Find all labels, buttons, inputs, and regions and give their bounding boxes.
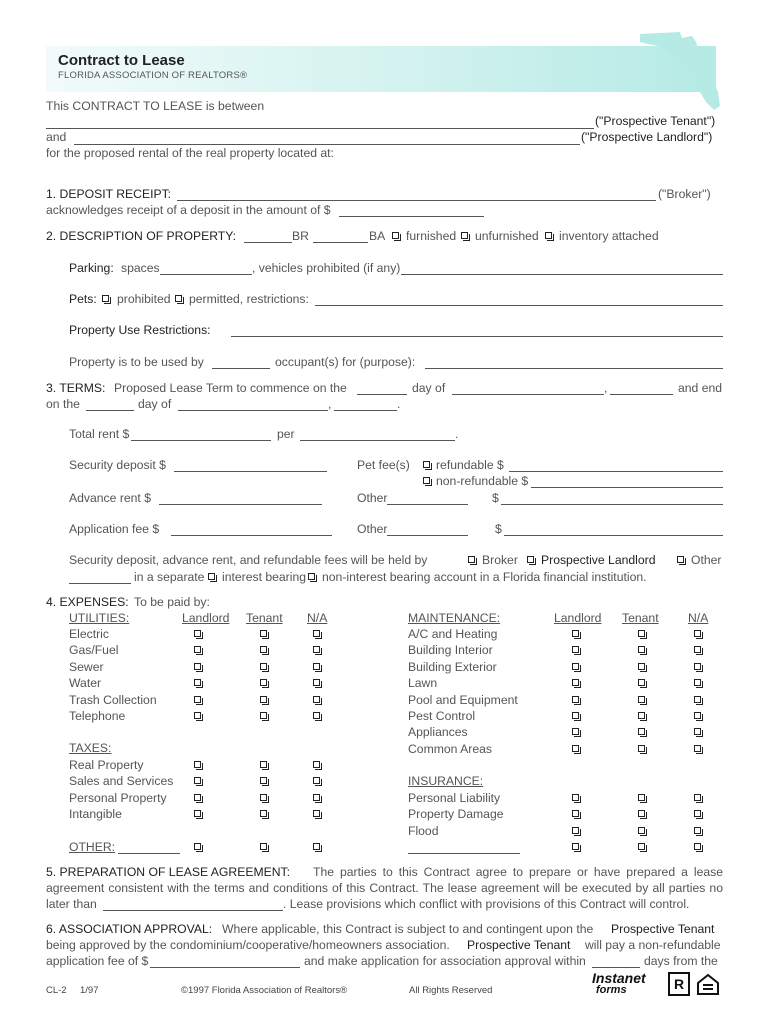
other-expense-label: OTHER: bbox=[69, 840, 116, 854]
s6-days-from: days from the bbox=[644, 954, 718, 968]
insurance-2-landlord-checkbox[interactable] bbox=[572, 827, 579, 834]
intro-rental: for the proposed rental of the real property located at: bbox=[46, 146, 334, 160]
s6-application-fee: application fee of $ bbox=[46, 954, 149, 968]
tax-1-na-checkbox[interactable] bbox=[313, 777, 320, 784]
application-fee-label: Application fee $ bbox=[69, 522, 160, 536]
utility-0-na-checkbox[interactable] bbox=[313, 630, 320, 637]
maintenance-label-2: Building Exterior bbox=[408, 659, 497, 674]
insurance-label-0: Personal Liability bbox=[408, 791, 501, 805]
tax-3-na-checkbox[interactable] bbox=[313, 810, 320, 817]
s6-line2-text: being approved by the condominium/cooperative/homeowners association. bbox=[46, 938, 450, 952]
deposit-text: acknowledges receipt of a deposit in the amount of $ bbox=[46, 203, 331, 217]
insurance-1-na-checkbox[interactable] bbox=[694, 810, 701, 817]
utility-label-2: Sewer bbox=[69, 659, 104, 674]
intro-and: and bbox=[46, 130, 67, 144]
other-maintenance-tenant-checkbox[interactable] bbox=[638, 843, 645, 850]
maintenance-6-tenant-checkbox[interactable] bbox=[638, 728, 645, 735]
tenant-name-field[interactable] bbox=[46, 128, 594, 129]
held-broker-checkbox[interactable] bbox=[468, 556, 475, 563]
insurance-0-tenant-checkbox[interactable] bbox=[638, 794, 645, 801]
form-date: 1/97 bbox=[80, 985, 99, 996]
advance-rent-field[interactable] bbox=[159, 504, 322, 505]
total-rent-label: Total rent $ bbox=[69, 427, 130, 441]
other-1-amount-field[interactable] bbox=[501, 504, 723, 505]
maintenance-label-3: Lawn bbox=[408, 676, 438, 691]
inventory-label: inventory attached bbox=[559, 229, 659, 243]
utility-3-na-checkbox[interactable] bbox=[313, 679, 320, 686]
maintenance-label-6: Appliances bbox=[408, 725, 468, 740]
parking-label: Parking: bbox=[69, 261, 114, 275]
s6-prospective-tenant-2: Prospective Tenant bbox=[467, 938, 571, 952]
security-deposit-label: Security deposit $ bbox=[69, 458, 166, 472]
realtor-logo: R bbox=[668, 972, 690, 996]
lease-provisions-text: . Lease provisions which conflict with provisions of this Contract will control. bbox=[283, 897, 690, 911]
later-than-label: later than bbox=[46, 897, 97, 911]
insurance-0-landlord-checkbox[interactable] bbox=[572, 794, 579, 801]
page-title: Contract to Lease bbox=[58, 52, 185, 69]
association-days-field[interactable] bbox=[592, 967, 640, 968]
tax-2-tenant-checkbox[interactable] bbox=[260, 794, 267, 801]
right-col-landlord: Landlord bbox=[554, 611, 602, 625]
insurance-label-1: Property Damage bbox=[408, 807, 504, 822]
maintenance-6-landlord-checkbox[interactable] bbox=[572, 728, 579, 735]
other-landlord-checkbox[interactable] bbox=[194, 843, 201, 850]
start-day-field[interactable] bbox=[357, 394, 407, 395]
utilities-header: UTILITIES: bbox=[69, 611, 130, 625]
maintenance-label-1: Building Interior bbox=[408, 643, 493, 658]
start-year-field[interactable] bbox=[610, 394, 673, 395]
end-month-field[interactable] bbox=[178, 410, 328, 411]
section-1-heading: 1. DEPOSIT RECEIPT: bbox=[46, 187, 172, 201]
utility-3-tenant-checkbox[interactable] bbox=[260, 679, 267, 686]
other-1-label: Other bbox=[357, 491, 388, 505]
utility-2-landlord-checkbox[interactable] bbox=[194, 663, 201, 670]
utility-0-landlord-checkbox[interactable] bbox=[194, 630, 201, 637]
pets-prohibited-label: prohibited bbox=[117, 292, 171, 306]
maintenance-2-tenant-checkbox[interactable] bbox=[638, 663, 645, 670]
separate-label: in a separate bbox=[134, 570, 205, 584]
maintenance-7-tenant-checkbox[interactable] bbox=[638, 745, 645, 752]
utility-1-na-checkbox[interactable] bbox=[313, 646, 320, 653]
copyright: ©1997 Florida Association of Realtors® bbox=[181, 985, 348, 996]
insurance-2-tenant-checkbox[interactable] bbox=[638, 827, 645, 834]
maintenance-6-na-checkbox[interactable] bbox=[694, 728, 701, 735]
tax-2-na-checkbox[interactable] bbox=[313, 794, 320, 801]
furnished-label: furnished bbox=[406, 229, 457, 243]
advance-rent-label: Advance rent $ bbox=[69, 491, 151, 505]
other-1-field[interactable] bbox=[387, 504, 468, 505]
equal-housing-icon bbox=[696, 972, 720, 996]
tax-1-tenant-checkbox[interactable] bbox=[260, 777, 267, 784]
taxes-header: TAXES: bbox=[69, 741, 112, 755]
left-col-landlord: Landlord bbox=[182, 611, 230, 625]
utility-4-na-checkbox[interactable] bbox=[313, 696, 320, 703]
insurance-label-2: Flood bbox=[408, 823, 439, 838]
page-subtitle: FLORIDA ASSOCIATION OF REALTORS® bbox=[58, 70, 248, 81]
per-label: per bbox=[277, 427, 295, 441]
utility-5-na-checkbox[interactable] bbox=[313, 712, 320, 719]
bathrooms-field[interactable] bbox=[313, 242, 368, 243]
held-broker-label: Broker bbox=[482, 553, 518, 567]
deposit-amount-field[interactable] bbox=[339, 216, 484, 217]
parking-vehicles-label: , vehicles prohibited (if any) bbox=[252, 261, 401, 275]
non-interest-bearing-checkbox[interactable] bbox=[308, 573, 315, 580]
parking-spaces-field[interactable] bbox=[160, 274, 252, 275]
terms-on-the: on the bbox=[46, 397, 80, 411]
utility-1-landlord-checkbox[interactable] bbox=[194, 646, 201, 653]
tax-label-2: Personal Property bbox=[69, 790, 167, 805]
maintenance-label-4: Pool and Equipment bbox=[408, 692, 518, 707]
maintenance-5-na-checkbox[interactable] bbox=[694, 712, 701, 719]
utility-label-3: Water bbox=[69, 676, 102, 691]
furnished-checkbox[interactable] bbox=[392, 232, 399, 239]
maintenance-7-landlord-checkbox[interactable] bbox=[572, 745, 579, 752]
maintenance-1-landlord-checkbox[interactable] bbox=[572, 646, 579, 653]
landlord-name-field[interactable] bbox=[74, 144, 580, 145]
maintenance-3-tenant-checkbox[interactable] bbox=[638, 679, 645, 686]
section-5-line-1: The parties to this Contract agree to prepare or have prepared a lease bbox=[313, 865, 723, 879]
pets-permitted-label: permitted, restrictions: bbox=[189, 292, 309, 306]
non-refundable-label: non-refundable $ bbox=[436, 474, 529, 488]
refundable-amount-field[interactable] bbox=[509, 471, 723, 472]
other-maintenance-field[interactable] bbox=[408, 853, 520, 854]
bedrooms-field[interactable] bbox=[244, 242, 292, 243]
section-5-heading: 5. PREPARATION OF LEASE AGREEMENT: bbox=[46, 865, 291, 879]
intro-between: This CONTRACT TO LEASE is between bbox=[46, 99, 265, 113]
other-1-dollar: $ bbox=[492, 491, 499, 505]
tax-3-landlord-checkbox[interactable] bbox=[194, 810, 201, 817]
tax-2-landlord-checkbox[interactable] bbox=[194, 794, 201, 801]
application-fee-field[interactable] bbox=[171, 535, 332, 536]
rent-period-field[interactable] bbox=[300, 440, 455, 441]
occupants-count-field[interactable] bbox=[212, 368, 270, 369]
inventory-checkbox[interactable] bbox=[545, 232, 552, 239]
maintenance-label-7: Common Areas bbox=[408, 741, 492, 756]
interest-bearing-label: interest bearing bbox=[222, 570, 307, 584]
maintenance-7-na-checkbox[interactable] bbox=[694, 745, 701, 752]
use-restrictions-label: Property Use Restrictions: bbox=[69, 323, 211, 337]
form-code: CL-2 bbox=[46, 985, 67, 996]
maintenance-2-landlord-checkbox[interactable] bbox=[572, 663, 579, 670]
unfurnished-label: unfurnished bbox=[475, 229, 539, 243]
security-deposit-field[interactable] bbox=[174, 471, 327, 472]
maintenance-0-na-checkbox[interactable] bbox=[694, 630, 701, 637]
held-by-text: Security deposit, advance rent, and refundable fees will be held by bbox=[69, 553, 428, 567]
parking-spaces-label: spaces bbox=[121, 261, 160, 275]
vehicles-prohibited-field[interactable] bbox=[401, 274, 723, 275]
pets-permitted-checkbox[interactable] bbox=[175, 295, 182, 302]
terms-day-of: day of bbox=[412, 381, 446, 395]
refundable-label: refundable $ bbox=[436, 458, 504, 472]
tax-label-1: Sales and Services bbox=[69, 774, 174, 789]
section-3-heading: 3. TERMS: bbox=[46, 381, 106, 395]
utility-3-landlord-checkbox[interactable] bbox=[194, 679, 201, 686]
maintenance-4-tenant-checkbox[interactable] bbox=[638, 696, 645, 703]
s6-line2-end: will pay a non-refundable bbox=[585, 938, 721, 952]
instanet-forms-logo: Instanet forms bbox=[592, 970, 646, 996]
insurance-2-na-checkbox[interactable] bbox=[694, 827, 701, 834]
other-2-label: Other bbox=[357, 522, 388, 536]
other-tenant-checkbox[interactable] bbox=[260, 843, 267, 850]
purpose-field[interactable] bbox=[425, 368, 723, 369]
maintenance-2-na-checkbox[interactable] bbox=[694, 663, 701, 670]
other-2-field[interactable] bbox=[387, 535, 468, 536]
unfurnished-checkbox[interactable] bbox=[461, 232, 468, 239]
maintenance-3-na-checkbox[interactable] bbox=[694, 679, 701, 686]
utility-0-tenant-checkbox[interactable] bbox=[260, 630, 267, 637]
maintenance-4-na-checkbox[interactable] bbox=[694, 696, 701, 703]
other-2-dollar: $ bbox=[495, 522, 502, 536]
ba-label: BA bbox=[369, 229, 386, 243]
utility-1-tenant-checkbox[interactable] bbox=[260, 646, 267, 653]
utility-2-na-checkbox[interactable] bbox=[313, 663, 320, 670]
pet-fees-label: Pet fee(s) bbox=[357, 458, 410, 472]
pet-fee-refundable-checkbox[interactable] bbox=[423, 461, 430, 468]
maintenance-5-landlord-checkbox[interactable] bbox=[572, 712, 579, 719]
maintenance-label-0: A/C and Heating bbox=[408, 627, 498, 641]
utility-2-tenant-checkbox[interactable] bbox=[260, 663, 267, 670]
all-rights: All Rights Reserved bbox=[409, 985, 493, 996]
left-col-tenant: Tenant bbox=[246, 611, 283, 625]
association-fee-field[interactable] bbox=[150, 967, 300, 968]
s6-within: and make application for association approval within bbox=[304, 954, 586, 968]
utility-4-tenant-checkbox[interactable] bbox=[260, 696, 267, 703]
s6-line1-text: Where applicable, this Contract is subject to and contingent upon the bbox=[222, 922, 594, 936]
interest-bearing-checkbox[interactable] bbox=[208, 573, 215, 580]
tax-0-landlord-checkbox[interactable] bbox=[194, 761, 201, 768]
pet-fee-nonrefundable-checkbox[interactable] bbox=[423, 477, 430, 484]
held-landlord-label: Prospective Landlord bbox=[541, 553, 656, 567]
section-5-line-2: agreement consistent with the terms and conditions of this Contract. The lease agreement will be executed by all parties no bbox=[46, 881, 723, 895]
non-interest-label: non-interest bearing account in a Florida financial institution. bbox=[322, 570, 647, 584]
utility-label-5: Telephone bbox=[69, 709, 126, 723]
maintenance-3-landlord-checkbox[interactable] bbox=[572, 679, 579, 686]
paid-by-label: To be paid by: bbox=[134, 595, 210, 609]
utility-4-landlord-checkbox[interactable] bbox=[194, 696, 201, 703]
insurance-1-tenant-checkbox[interactable] bbox=[638, 810, 645, 817]
lease-deadline-field[interactable] bbox=[103, 910, 283, 911]
tax-1-landlord-checkbox[interactable] bbox=[194, 777, 201, 784]
broker-label: ("Broker") bbox=[658, 187, 711, 201]
tax-0-na-checkbox[interactable] bbox=[313, 761, 320, 768]
utility-label-1: Gas/Fuel bbox=[69, 643, 119, 658]
pets-label: Pets: bbox=[69, 292, 97, 306]
section-2-heading: 2. DESCRIPTION OF PROPERTY: bbox=[46, 229, 237, 243]
maintenance-1-na-checkbox[interactable] bbox=[694, 646, 701, 653]
tax-3-tenant-checkbox[interactable] bbox=[260, 810, 267, 817]
use-restrictions-field[interactable] bbox=[231, 336, 723, 337]
held-other-label: Other bbox=[691, 553, 722, 567]
maintenance-0-tenant-checkbox[interactable] bbox=[638, 630, 645, 637]
other-maintenance-na-checkbox[interactable] bbox=[694, 843, 701, 850]
utility-5-landlord-checkbox[interactable] bbox=[194, 712, 201, 719]
pet-restrictions-field[interactable] bbox=[315, 305, 723, 306]
right-col-na: N/A bbox=[688, 611, 709, 625]
maintenance-4-landlord-checkbox[interactable] bbox=[572, 696, 579, 703]
held-landlord-checkbox[interactable] bbox=[527, 556, 534, 563]
non-refundable-amount-field[interactable] bbox=[531, 487, 723, 488]
start-month-field[interactable] bbox=[452, 394, 604, 395]
other-2-amount-field[interactable] bbox=[504, 535, 723, 536]
maintenance-header: MAINTENANCE: bbox=[408, 611, 501, 625]
section-6-heading: 6. ASSOCIATION APPROVAL: bbox=[46, 922, 213, 936]
occupants-label: occupant(s) for (purpose): bbox=[275, 355, 416, 369]
landlord-label: ("Prospective Landlord") bbox=[581, 130, 713, 144]
left-col-na: N/A bbox=[307, 611, 328, 625]
br-label: BR bbox=[292, 229, 309, 243]
end-day-field[interactable] bbox=[86, 410, 134, 411]
insurance-0-na-checkbox[interactable] bbox=[694, 794, 701, 801]
maintenance-label-5: Pest Control bbox=[408, 709, 476, 723]
held-other-checkbox[interactable] bbox=[677, 556, 684, 563]
utility-5-tenant-checkbox[interactable] bbox=[260, 712, 267, 719]
tax-label-0: Real Property bbox=[69, 758, 144, 772]
maintenance-5-tenant-checkbox[interactable] bbox=[638, 712, 645, 719]
tax-0-tenant-checkbox[interactable] bbox=[260, 761, 267, 768]
florida-map-icon bbox=[636, 30, 722, 112]
total-rent-field[interactable] bbox=[131, 440, 271, 441]
other-maintenance-landlord-checkbox[interactable] bbox=[572, 843, 579, 850]
right-col-tenant: Tenant bbox=[622, 611, 659, 625]
used-by-label: Property is to be used by bbox=[69, 355, 204, 369]
terms-day-of-2: day of bbox=[138, 397, 172, 411]
utility-label-0: Electric bbox=[69, 627, 109, 641]
tenant-label: ("Prospective Tenant") bbox=[595, 114, 716, 128]
tax-label-3: Intangible bbox=[69, 807, 122, 822]
end-year-field[interactable] bbox=[334, 410, 397, 411]
broker-name-field[interactable] bbox=[177, 200, 656, 201]
insurance-1-landlord-checkbox[interactable] bbox=[572, 810, 579, 817]
maintenance-0-landlord-checkbox[interactable] bbox=[572, 630, 579, 637]
section-4-heading: 4. EXPENSES: bbox=[46, 595, 129, 609]
utility-label-4: Trash Collection bbox=[69, 692, 157, 707]
s6-prospective-tenant: Prospective Tenant bbox=[611, 922, 715, 936]
held-other-field[interactable] bbox=[69, 583, 131, 584]
pets-prohibited-checkbox[interactable] bbox=[102, 295, 109, 302]
terms-and-end: and end bbox=[678, 381, 723, 395]
terms-commence: Proposed Lease Term to commence on the bbox=[114, 381, 347, 395]
insurance-header: INSURANCE: bbox=[408, 774, 484, 788]
maintenance-1-tenant-checkbox[interactable] bbox=[638, 646, 645, 653]
other-expense-field[interactable] bbox=[118, 853, 180, 854]
other-na-checkbox[interactable] bbox=[313, 843, 320, 850]
